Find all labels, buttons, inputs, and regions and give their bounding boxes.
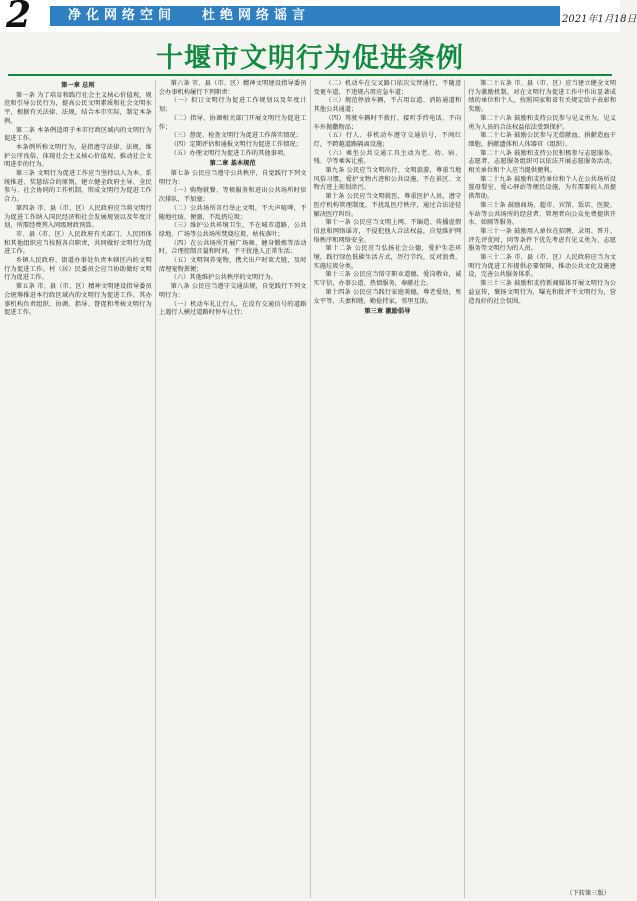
article-paragraph: 第三十二条 市、县（市、区）人民政府应当为文明行为促进工作提供必要保障，推动公共文化设施建设，完善公共服务体系。 <box>468 254 616 279</box>
chapter-heading: 第三章 激励倡导 <box>364 308 411 316</box>
article-paragraph: （一）购物就餐、等候服务和进出公共场所时依次排队，不加塞； <box>158 187 307 204</box>
article-paragraph: 第三条 文明行为促进工作应当坚持以人为本、系统推进、奖惩结合的原则，建立健全政府主导、全民参与、社会协同的工作机制，形成文明行为促进工作合力。 <box>4 170 152 204</box>
continued-note: （下转第三版） <box>566 890 610 897</box>
title-divider <box>8 74 612 76</box>
article-paragraph: 第三十一条 鼓励用人单位在招聘、录用、晋升、评先评优时，同等条件下优先考虑有见义勇为、志愿服务等文明行为的人员。 <box>468 227 616 253</box>
article-paragraph: 本条例所称文明行为，是指遵守法律、法规，维护公序良俗，体现社会主义核心价值观，推动社会文明进步的行为。 <box>4 143 152 169</box>
header-slogan-left: 净化网络空间 <box>68 8 177 23</box>
article-paragraph: （五）办理文明行为促进工作的其他事项。 <box>170 149 290 157</box>
article-paragraph: 第八条 公民应当遵守交通法规，自觉践行下列文明行为： <box>158 283 307 299</box>
header-slogan-right: 杜绝网络谣言 <box>202 8 311 23</box>
article-paragraph: 第九条 公民应当文明出行、文明旅游，尊重当地风俗习惯，爱护文物古迹和公共设施，不在景区、文物古迹上刻划涂污。 <box>313 167 462 192</box>
article-paragraph: （二）机动车在交叉路口依次交替通行，不随意变更车道，不违规占用应急车道； <box>313 80 462 96</box>
article-body <box>4 80 616 898</box>
article-paragraph: （二）指导、协调相关部门开展文明行为促进工作； <box>158 114 307 131</box>
article-paragraph: 第十三条 公民应当恪守职业道德，爱岗敬业，诚实守信，办事公道，热情服务，奉献社会。 <box>313 271 462 288</box>
article-paragraph: 第七条 公民应当遵守公共秩序，自觉践行下列文明行为： <box>158 170 307 186</box>
article-paragraph: 第三十条 鼓励商场、超市、宾馆、饭店、医院、车站等公共场所的经营者、管理者向公众免费提供开水、如厕等服务。 <box>468 201 616 227</box>
article-paragraph: （三）督促、检查文明行为促进工作落实情况； <box>170 132 302 140</box>
article-paragraph: （五）行人、非机动车遵守交通信号，不闯红灯，不跨越道路隔离设施； <box>313 132 462 148</box>
issue-date: 2021年1月18日 <box>562 14 637 25</box>
article-paragraph: 乡镇人民政府、街道办事处负责本辖区内的文明行为促进工作。村（居）民委员会应当协助做好文明行为促进工作。 <box>4 257 152 282</box>
article-paragraph: （一）机动车礼让行人，在没有交通信号的道路上遇行人横过道路时停车让行； <box>158 300 307 317</box>
article-paragraph: 第六条 市、县（市、区）精神文明建设指导委员会办事机构履行下列职责： <box>158 80 307 96</box>
page-number: 2 <box>6 0 32 36</box>
article-paragraph: 第五条 市、县（市、区）精神文明建设指导委员会统筹推进本行政区域内的文明行为促进工作。其办事机构负责组织、协调、指导、督促和考核文明行为促进工作。 <box>4 283 152 317</box>
article-paragraph: （五）文明饲养宠物，携犬出户时束犬链，及时清理宠物粪便； <box>158 257 307 273</box>
article-paragraph: 第二十六条 鼓励和支持公民参与见义勇为。见义勇为人员的合法权益依法受到保护。 <box>468 114 616 131</box>
article-paragraph: （一）拟订文明行为促进工作规划以及年度计划； <box>158 97 307 114</box>
article-paragraph: 市、县（市、区）人民政府有关部门、人民团体和其他组织应当按照各自职责，共同做好文明行为促进工作。 <box>4 230 152 256</box>
article-paragraph: 第二十八条 鼓励和支持公民积极参与志愿服务。志愿者、志愿服务组织可以依法开展志愿服务活动，相关单位和个人应当提供便利。 <box>468 149 616 175</box>
article-paragraph: （六）乘坐公共交通工具主动为老、幼、病、残、孕等乘客让座。 <box>313 149 462 166</box>
article-paragraph: （二）公共场所言行举止文明，不大声喧哗，不随地吐痰、便溺，不乱扔垃圾； <box>158 204 307 221</box>
article-paragraph: 第四条 市、县（市、区）人民政府应当将文明行为促进工作纳入国民经济和社会发展规划以及年度计划，所需经费列入同级财政预算。 <box>4 204 152 230</box>
header-slogan-bar <box>50 6 560 26</box>
article-paragraph: 第二十九条 鼓励和支持单位和个人在公共场所设置母婴室、爱心驿站等便民设施，为有需要的人员提供帮助。 <box>468 175 616 201</box>
article-paragraph: 第十二条 公民应当弘扬社会公德，爱护生态环境，践行绿色低碳生活方式，厉行节约，反对浪费，实施垃圾分类。 <box>313 245 462 270</box>
article-paragraph: 第十条 公民应当文明就医，尊重医护人员，遵守医疗机构管理制度，不扰乱医疗秩序，通过合法途径解决医疗纠纷。 <box>313 193 462 218</box>
article-paragraph: 第二条 本条例适用于本市行政区域内的文明行为促进工作。 <box>4 126 152 143</box>
chapter-heading: 第一章 总则 <box>61 82 95 89</box>
article-paragraph: （三）规范停放车辆，不占用盲道、消防通道和其他公共通道； <box>313 97 462 114</box>
article-paragraph: 第二十五条 市、县（市、区）应当建立健全文明行为激励机制，对在文明行为促进工作中作出显著成绩的单位和个人，按照国家和省有关规定给予表彰和奖励。 <box>468 80 616 114</box>
page-header <box>0 0 637 36</box>
article-paragraph: 第十一条 公民应当文明上网，不编造、传播虚假信息和网络谣言，不侵犯他人合法权益，自觉维护网络秩序和网络安全。 <box>313 219 462 244</box>
article-paragraph: （三）维护公共环境卫生，不在城市道路、公共绿地、广场等公共场所焚烧垃圾、枯枝落叶； <box>158 222 307 238</box>
article-paragraph: （四）定期评估和通报文明行为促进工作情况； <box>170 140 302 148</box>
article-paragraph: 第二十七条 鼓励公民参与无偿献血、捐献造血干细胞、捐献遗体和人体器官（组织）。 <box>468 132 616 148</box>
article-paragraph: （六）其他维护公共秩序的文明行为。 <box>170 274 277 282</box>
article-paragraph: 第三十三条 鼓励和支持新闻媒体开展文明行为公益宣传，褒扬文明行为，曝光和批评不文明行为，营造良好的社会氛围。 <box>468 280 616 305</box>
article-paragraph: 第十四条 公民应当践行家庭美德，尊老爱幼，男女平等，夫妻和睦，勤俭持家，邻里互助。 <box>313 288 462 305</box>
article-paragraph: 第一条 为了培育和践行社会主义核心价值观，规范和引导公民行为，提高公民文明素质和社会文明水平，根据有关法律、法规，结合本市实际，制定本条例。 <box>4 91 152 125</box>
article-paragraph: （四）在公共场所开展广场舞、健身锻炼等活动时，合理控制音量和时间，不干扰他人正常生活； <box>158 239 307 256</box>
article-paragraph: （四）驾驶车辆时不拨打、接听手持电话，不向车外抛撒物品； <box>313 114 462 131</box>
chapter-heading: 第二章 基本规范 <box>209 160 256 168</box>
article-title: 十堰市文明行为促进条例 <box>156 43 464 74</box>
